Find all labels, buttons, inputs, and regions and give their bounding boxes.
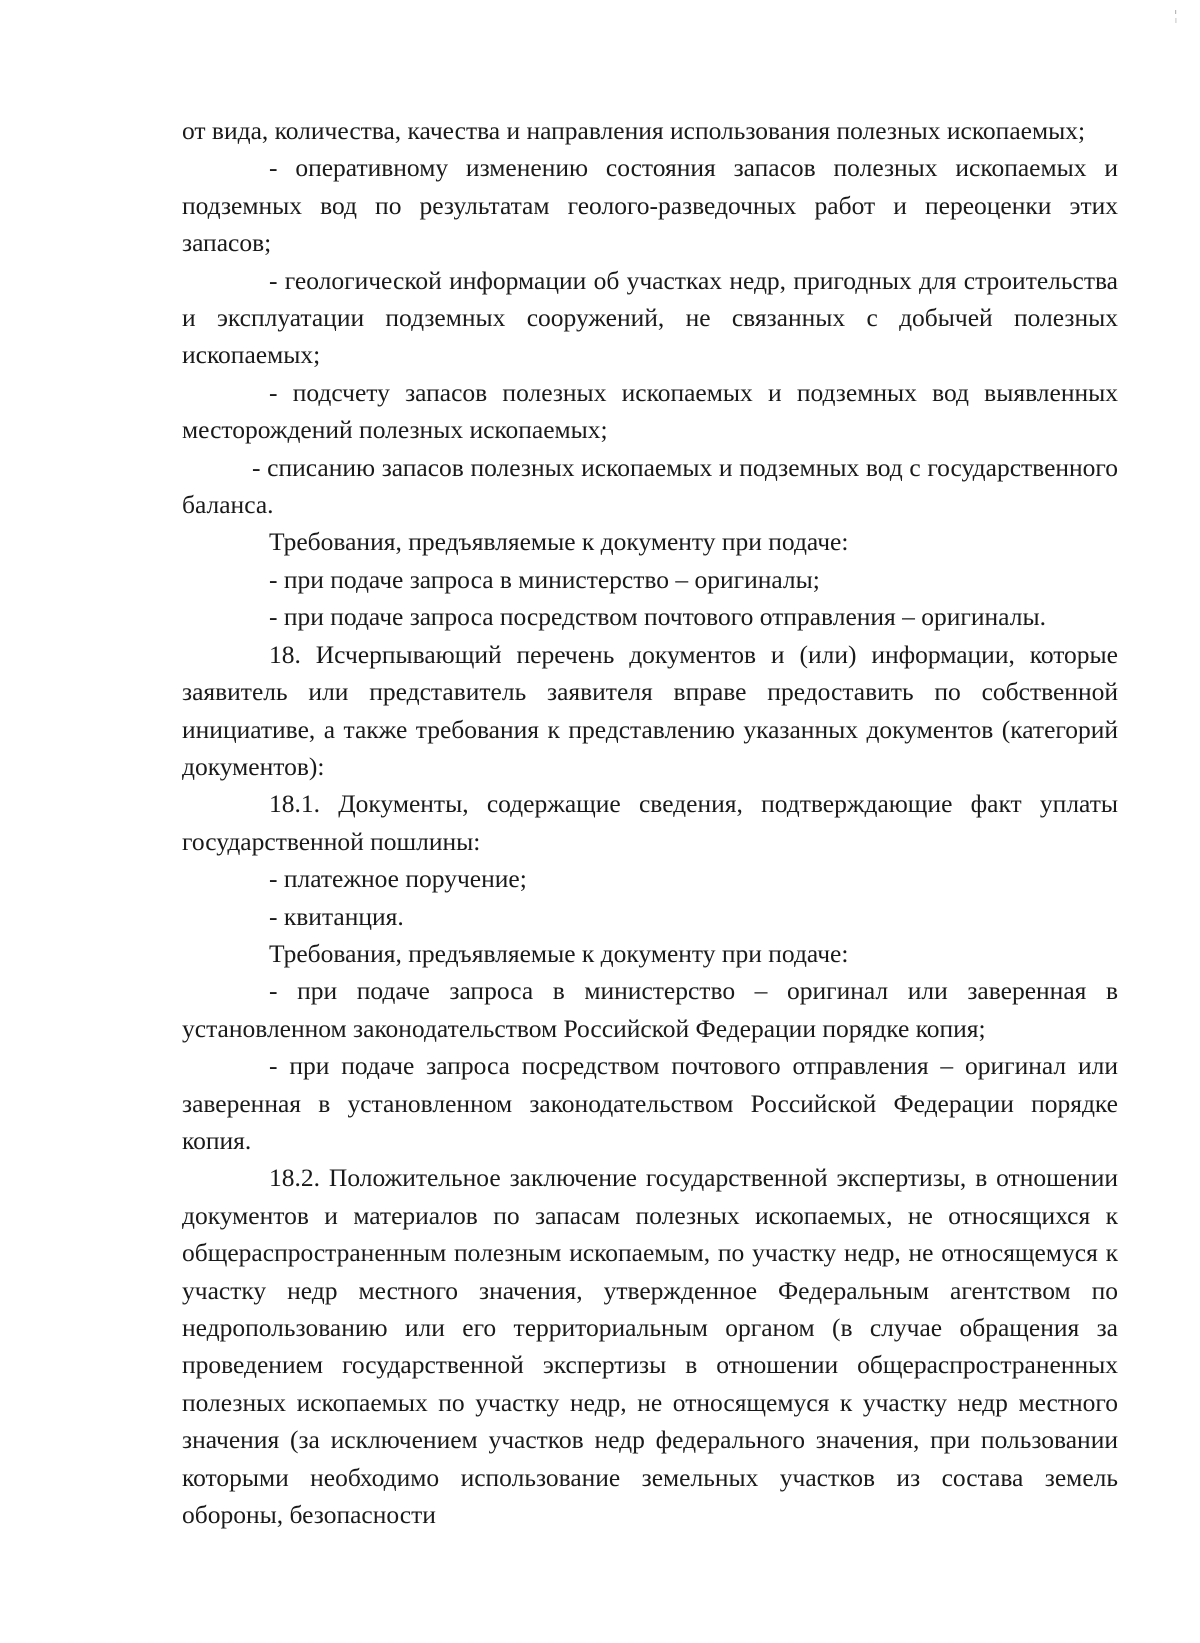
requirement-mail-2: - при подаче запроса посредством почтового отправления – оригинал или заверенная в установленном законодательством Российской Федерации порядке копия. [182,1051,1118,1155]
requirement-ministry-1: - при подаче запроса в министерство – оригиналы; [269,564,820,594]
list-item-payment-order: - платежное поручение; [269,864,527,894]
requirements-heading-2: Требования, предъявляемые к документу при подаче: [269,938,849,968]
section-18-2: 18.2. Положительное заключение государственной экспертизы, в отношении документов и материалов по запасам полезных ископаемых, не относящихся к общераспространенным полезным ископаемым, по участку недр, не относящемуся к участку недр местного значения, утвержденное Федеральным агентством по недропользованию или его территориальным органом (в случае обращения за проведением государственной экспертизы в отношении общераспространенных полезных ископаемых по участку недр, не относящемуся к участку недр местного значения (за исключением участков недр федерального значения, при пользовании которыми необходимо использование земельных участков из состава земель обороны, безопасности [182,1163,1118,1530]
scan-speck-marks [1172,8,1180,28]
section-18: 18. Исчерпывающий перечень документов и (или) информации, которые заявитель или представитель заявителя вправе предоставить по собственной инициативе, а также требования к представлению указанных документов (категорий документов): [182,639,1118,781]
list-item-receipt: - квитанция. [269,901,404,931]
list-item-reserves-count: - подсчету запасов полезных ископаемых и подземных вод выявленных месторождений полезных ископаемых; [182,377,1118,445]
requirements-heading-1: Требования, предъявляемые к документу при подаче: [269,527,849,557]
section-18-1: 18.1. Документы, содержащие сведения, подтверждающие факт уплаты государственной пошлины: [182,789,1118,856]
list-item-operative-change: - оперативному изменению состояния запасов полезных ископаемых и подземных вод по результатам геолого-разведочных работ и переоценки этих запасов; [182,153,1118,258]
requirement-ministry-2: - при подаче запроса в министерство – оригинал или заверенная в установленном законодательством Российской Федерации порядке копия; [182,976,1118,1043]
list-item-write-off: - списанию запасов полезных ископаемых и подземных вод с государственного баланса. [182,452,1118,520]
requirement-mail-1: - при подаче запроса посредством почтового отправления – оригиналы. [269,602,1046,632]
document-body [182,112,1118,1533]
list-item-geological-info: - геологической информации об участках недр, пригодных для строительства и эксплуатации подземных сооружений, не связанных с добычей полезных ископаемых; [182,265,1118,370]
paragraph-continuation: от вида, количества, качества и направления использования полезных ископаемых; [182,116,1086,145]
